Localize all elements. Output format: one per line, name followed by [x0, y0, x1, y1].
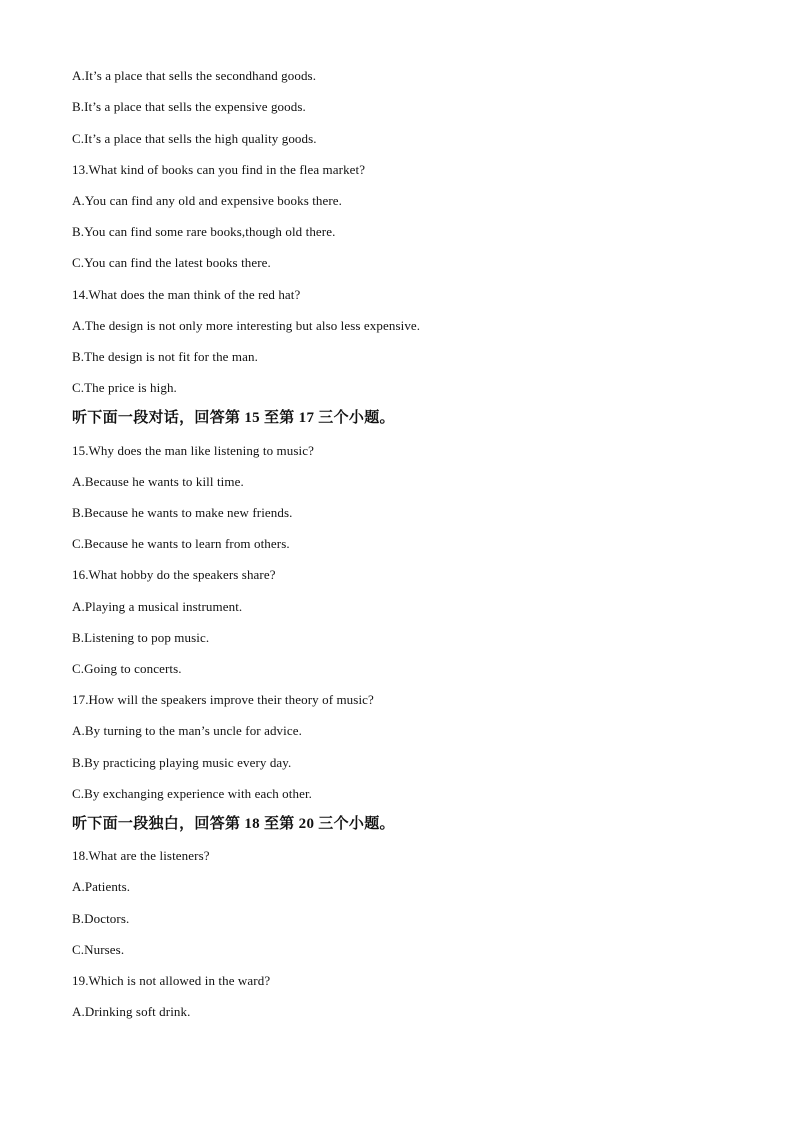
option-17a: A.By turning to the man’s uncle for advice.	[72, 723, 302, 738]
option-15a: A.Because he wants to kill time.	[72, 474, 244, 489]
option-14b: B.The design is not fit for the man.	[72, 349, 258, 364]
option-15b: B.Because he wants to make new friends.	[72, 505, 293, 520]
option-12c: C.It’s a place that sells the high quality goods.	[72, 131, 317, 146]
question-16: 16.What hobby do the speakers share?	[72, 567, 276, 582]
question-17: 17.How will the speakers improve their theory of music?	[72, 692, 374, 707]
section-heading-monologue: 听下面一段独白，回答第 18 至第 20 三个小题。	[72, 816, 395, 832]
option-13c: C.You can find the latest books there.	[72, 255, 271, 270]
option-12a: A.It’s a place that sells the secondhand goods.	[72, 68, 317, 83]
option-17b: B.By practicing playing music every day.	[72, 755, 292, 770]
question-15: 15.Why does the man like listening to music?	[72, 443, 314, 458]
question-13: 13.What kind of books can you find in the flea market?	[72, 162, 366, 177]
option-14c: C.The price is high.	[72, 380, 177, 395]
option-13a: A.You can find any old and expensive books there.	[72, 193, 343, 208]
option-18c: C.Nurses.	[72, 942, 125, 957]
question-14: 14.What does the man think of the red hat?	[72, 287, 301, 302]
option-18a: A.Patients.	[72, 879, 131, 894]
question-18: 18.What are the listeners?	[72, 848, 210, 863]
question-19: 19.Which is not allowed in the ward?	[72, 973, 271, 988]
option-19a: A.Drinking soft drink.	[72, 1004, 191, 1019]
option-17c: C.By exchanging experience with each other.	[72, 786, 313, 801]
option-16a: A.Playing a musical instrument.	[72, 599, 243, 614]
section-heading-dialogue: 听下面一段对话，回答第 15 至第 17 三个小题。	[72, 410, 395, 426]
option-12b: B.It’s a place that sells the expensive goods.	[72, 99, 306, 114]
option-14a: A.The design is not only more interesting but also less expensive.	[72, 318, 421, 333]
option-16c: C.Going to concerts.	[72, 661, 182, 676]
option-16b: B.Listening to pop music.	[72, 630, 210, 645]
option-15c: C.Because he wants to learn from others.	[72, 536, 290, 551]
option-13b: B.You can find some rare books,though old there.	[72, 224, 336, 239]
option-18b: B.Doctors.	[72, 911, 130, 926]
